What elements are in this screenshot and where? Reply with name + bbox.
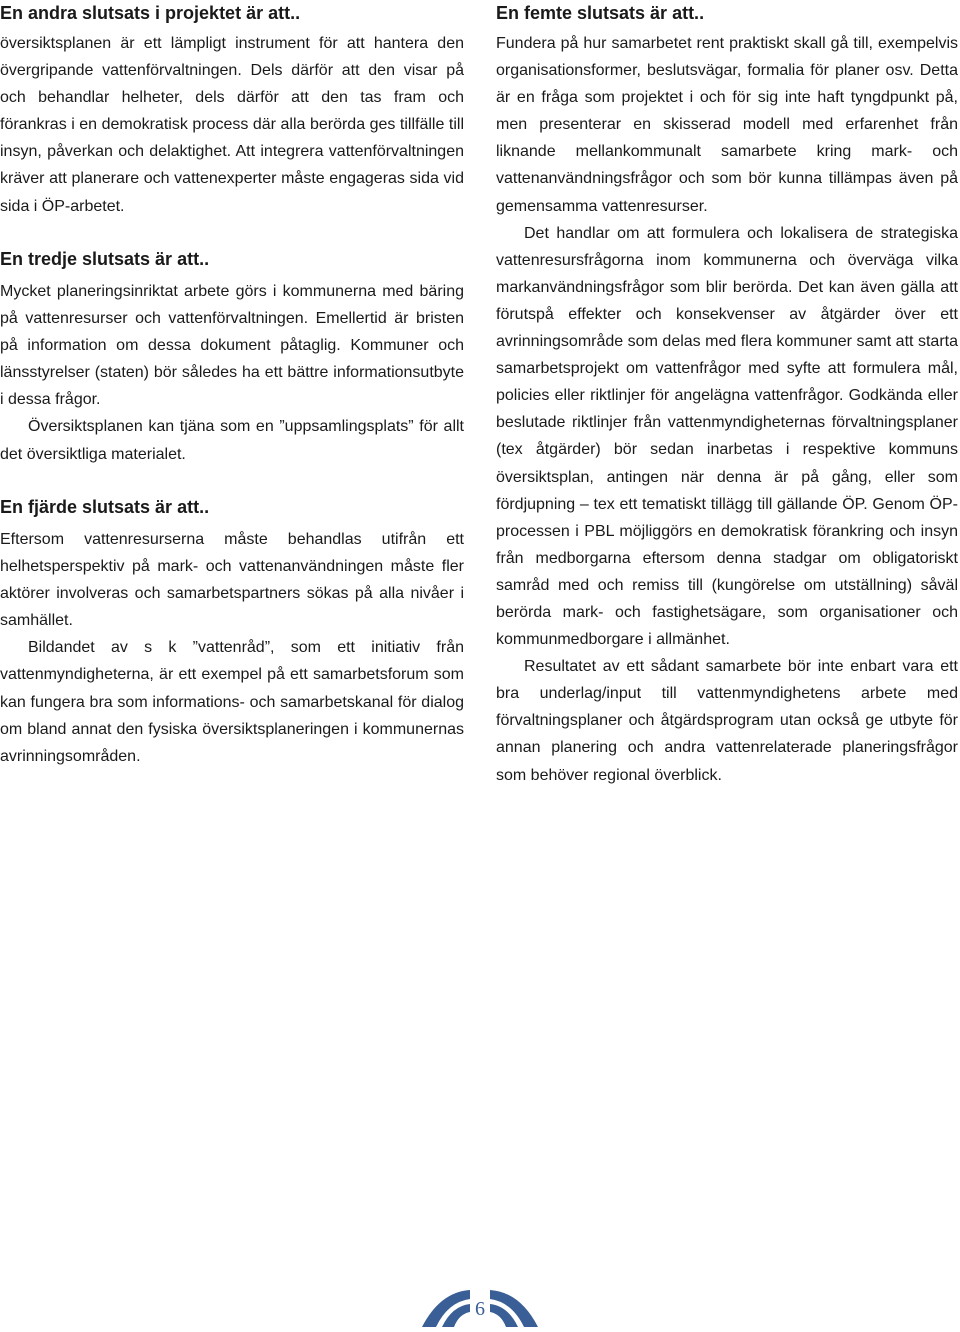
paragraph: översiktsplanen är ett lämpligt instrument för att hantera den övergripande vattenförvaltningen. Dels därför att den visar på och behandlar helheter, dels därför att den tas fram och förankras i en demokratisk process där alla berörda ges tillfälle till insyn, påverkan och delaktighet. Att integrera vattenförvaltningen kräver att planerare och vattenexperter måste engageras sida vid sida i ÖP-arbetet.	[0, 35, 464, 215]
paragraph: Översiktsplanen kan tjäna som en ”uppsamlingsplats” för allt det översiktliga materialet.	[0, 418, 464, 463]
section-heading: En femte slutsats är att..	[496, 3, 705, 23]
right-column	[496, 0, 958, 789]
paragraph: Eftersom vattenresurserna måste behandlas utifrån ett helhetsperspektiv på mark- och vattenanvändningen måste fler aktörer involveras och samarbetspartners sökas på alla nivåer i samhället.	[0, 531, 464, 630]
paragraph: Fundera på hur samarbetet rent praktiskt skall gå till, exempelvis organisationsformer, beslutsvägar, formalia för planer osv. Detta är en fråga som projektet i och för sig inte haft tyngdpunkt på, men presenterar en skisserad modell med erfarenhet från liknande mellankommunalt samarbete kring mark- och vattenanvändningsfrågor och som bör kunna tillämpas även på gemensamma vattenresurser.	[496, 35, 958, 215]
page-footer	[418, 1286, 542, 1327]
section-fourth-conclusion	[0, 494, 464, 770]
paragraph: Det handlar om att formulera och lokalisera de strategiska vattenresursfrågorna inom kommunerna och överväga vilka markanvändningsfrågor som blir berörda. Det kan även gälla att förutspå effekter och konsekvenser av åtgärder över ett avrinningsområde som delas med flera kommuner samt att starta samarbetsprojekt om vattenfrågor med syfte att formulera mål, policies eller riktlinjer för angelägna vattenfrågor. Godkända eller beslutade riktlinjer från vattenmyndigheternas förvaltningsplaner (tex åtgärder) bör sedan inarbetas i respektive kommuns översiktsplan, antingen när denna är på gång, eller som fördjupning – tex ett tematiskt tillägg till gällande ÖP. Genom ÖP-processen i PBL möjliggörs en demokratisk förankring och insyn från medborgarna eftersom denna stadgar om obligatoriskt samråd med och remiss till (kungörelse om utställning) såväl berörda mark- och fastighetsägare, som organisationer och kommunmedborgare i allmänhet.	[496, 224, 958, 649]
page-number: 6	[475, 1298, 485, 1320]
paragraph: Bildandet av s k ”vattenråd”, som ett initiativ från vattenmyndigheterna, är ett exempel på ett samarbetsforum som kan fungera bra som informations- och samarbetskanal för dialog om bland annat den fysiska översiktsplaneringen i kommunernas avrinningsområden.	[0, 639, 464, 765]
paragraph: Resultatet av ett sådant samarbete bör inte enbart vara ett bra underlag/input till vattenmyndighetens arbete med förvaltningsplaner och åtgärdsprogram utan också ge utbyte för annan planering och andra vattenrelaterade planeringsfrågor som behöver regional överblick.	[496, 658, 958, 784]
paragraph: Mycket planeringsinriktat arbete görs i kommunerna med bäring på vattenresurser och vattenförvaltningen. Emellertid är bristen på information om dessa dokument påtaglig. Kommuner och länsstyrelser (staten) bör således ha ett bättre informationsutbyte i dessa frågor.	[0, 283, 464, 409]
section-heading: En andra slutsats i projektet är att..	[0, 3, 301, 23]
section-third-conclusion	[0, 246, 464, 468]
section-heading: En tredje slutsats är att..	[0, 249, 210, 269]
section-heading: En fjärde slutsats är att..	[0, 497, 210, 517]
section-second-conclusion	[0, 0, 464, 220]
